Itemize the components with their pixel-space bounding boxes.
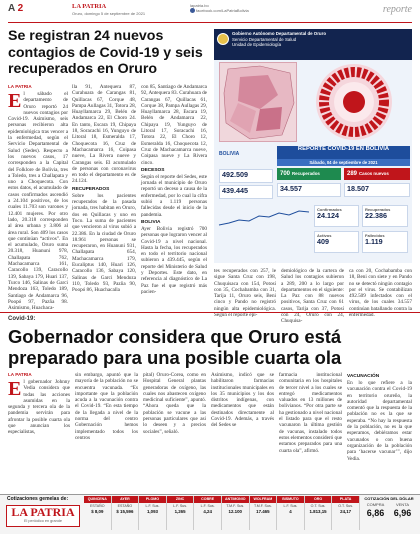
map-shape — [220, 63, 298, 143]
drop-cap: E — [8, 90, 22, 112]
article-column-2: lla 91, Antequera 87, Curahuara de Carangas 81, Quillacas 67, Corque 48, Pampa Aullagas 31, Totora 28, Huayllamarca 29, Belén de Andamarca 22, El Choro 24. En tanto, Escara 19, Chipaya 18, Soracachi 16, Yunguyo de Litoral 18, Esmeralda 17, Choquecota 16, Cruz de Machacamarca 16, Coipasa nueve, La Rivera nueve y Carangas seis. El acumulado de personas con coronavirus en todo el departamento es de 24.124. RECUPERADOS Sobre los pacientes recuperados de la pasada jornada, tres habitan en Oruro, dos en Quillacas y uno en Toco. La suma de pacientes que vencieron al virus subió a 22.386. En la ciudad de Oruro 18.961 personas se recuperaron, en Huanuni 931, Challapata 654, Machacamarca 179, Eucaliptus 140, Huari 126, Caracollo 136, Sabaya 120, Salinas de Garci Mendoza 110, Toledo 93, Pazña 90, Poopó 86, Huachacalla — [72, 84, 136, 294]
infographic-header: Gobierno Autónomo Departamental de Oruro Servicio Departamental de Salud Unidad de Epidemiología — [214, 29, 412, 60]
article2-headline: Gobernador considera que Oruro está preparado para una posible cuarta ola — [8, 326, 342, 368]
quote-cell: ORO O.T. Sus. 1.813,15 — [305, 496, 333, 530]
web-link[interactable]: lapatria.bo — [190, 3, 209, 8]
article-headline: Se registran 24 nuevos contagios de Covid-19 y seis recuperados en Oruro — [8, 28, 203, 77]
subhead-recovered: RECUPERADOS — [72, 186, 110, 192]
article2-drop-cap: E — [8, 378, 22, 400]
bolivia-label: BOLIVIA — [219, 151, 240, 157]
municipality-wheel-chart — [300, 61, 408, 143]
social-links — [190, 3, 249, 13]
stat-active: Activos 409 — [314, 231, 359, 253]
quote-cell: AYER ESTAÑO $ 15,596 — [112, 496, 140, 530]
page-number: A 2 — [8, 3, 24, 14]
stat-deaths: Fallecidos 1.119 — [362, 231, 408, 253]
metal-quotes — [84, 496, 360, 530]
quote-cell: QUINCENA ESTAÑO $ 8,09 — [84, 496, 112, 530]
confirmed-box: 492.509 — [219, 169, 273, 183]
article2-column-4: Asimismo, indicó que se habilitaron farmacias institucionales municipales en los 35 municipios y los dos distritos indígenas, con medicamentos que están destinados directamente al Covid-19. Además, a través del Sedes se — [211, 372, 274, 429]
quote-cell: COBRE L.F. Sus. 4,24 — [194, 496, 222, 530]
byline: LA PATRIA — [8, 84, 32, 89]
subhead-deaths: DECESOS — [141, 167, 165, 173]
dollar-quote: COTIZACIÓN DEL DÓLAR COMPRA VENTA 6,86 6,96 — [362, 496, 416, 530]
article2-column-2: sin embargo, apuntó que la mayoría de la población no se encuentra vacunada. “Es importante que la población acuda a la vacunación contra el Covid-19. “En esta tiempo de la llegada a nivel de la norma del centro Gobernación hemos implementado todos los centros — [75, 372, 138, 441]
article-column-3: con 85, Santiago de Andamarca 92, Antequera 83. Curahuara de Carangas 67, Quillacas 61, Corque 38, Pampa Aullagas 29, Huayllamarca 28, Escara 19, Belén de Andamarca 22, Chipaya 19, Yunguyo de Litoral 17, Soracachi 16, Totora 22, El Choro 12, Esmeralda 16, Choquecota 12, Cruz de Machacamarca nueve, Coipasa nueve y La Rivera cinco. DECESOS Según el reporte del Sedes, este jornada el municipio de Oruro reportó un deceso a causa de la enfermedad, por lo cual la cifra subió a 1.119 personas fallecidas desde el inicio de la pandemia. BOLIVIA Ayer Bolivia registró 700 personas que lograron vencer al Covid-19 a nivel nacional. Hasta la fecha, los recuperados en todo el territorio nacional subieron a 439.445, según el reporte del Ministerio de Salud y Deportes. Este dato, en referencia al diagnóstico de La Paz fue el que registró más pacien- — [141, 84, 207, 295]
header-rule — [8, 22, 412, 23]
recovered-badge: 700 Recuperados — [277, 168, 341, 180]
subhead-bolivia: BOLIVIA — [141, 219, 161, 225]
quote-cell: PLOMO L.F. Sus. 1,093 — [139, 496, 167, 530]
date-line: Oruro, domingo 5 de septiembre de 2021 — [72, 11, 146, 16]
new-cases-badge: 289 Casos nuevos — [344, 168, 410, 180]
brand-name: LA PATRIA — [72, 3, 107, 10]
article2-column-1: LA PATRIA E l gobernador Johnny Vedia considera que todas las acciones asumidas en la segunda y tercera ola de la pandemia servirán para afrontar la posible cuarta ola que anuncian los especialistas, — [8, 372, 70, 436]
stat-confirmed: Confirmados 24.124 — [314, 205, 359, 227]
article2-column-6: VACUNACIÓN En lo que refiere a la vacunación contra el Covid-19 en territorio orureño, la autoridad departamental comentó que la respuesta de la población no es la que se esperaba. “No hay la respuesta de la población, no es la que esperamos, debiéramos estar vacunados o con buena organización de la población para ‘hacerse vacunar’”, dijo Vedia. — [347, 374, 412, 462]
active-box: 34.557 — [277, 183, 341, 197]
government-seal-icon — [217, 33, 229, 45]
article2-byline: LA PATRIA — [8, 372, 32, 377]
usd-buy-value: 6,86 — [366, 508, 385, 518]
deaths-box: 18.507 — [344, 183, 410, 197]
stat-recovered: Recuperados 22.386 — [362, 205, 408, 227]
article-column-1: LA PATRIA E l sábado el departamento de Oruro reportó 24 nuevos contagios por Covid-19. Asimismo, seis personas recibieron alta epidemiológica tras vencer a la enfermedad, según el Servicio Departamental de Salud (Sedes). Respecto a los nuevos casos, 17 corresponden a la Capital del Folklore de Bolivia, tres a Toledo, tres a Challapata y uno a Choquecota. Con estos datos, el acumulado de casos confirmados ascendió a 24.104 positivos, de los cuales 11.703 son varones y 12.401 mujeres. Por otro lado, 20.318 corresponden al área urbana y 3.806 al área rural. Son 409 los casos que continúan “activos”. En el acumulado, Oruro suma 20.318, Huanuni 978, Challapata 762, Machacamarca 161, Caracollo 139, Caracollo 139, Sabaya 179, Huari 137, Turco 146, Salinas de Garci Mendoza 163, Toledo 189, Santiago de Andamarca 96, Poopó 97, Pazña 98. Asimismo, Huachaca- — [8, 84, 68, 312]
report-title: REPORTE COVID-19 EN BOLIVIA — [277, 146, 410, 159]
quote-cell: WOLFRAM T.M.F. Sus. 17.465 — [250, 496, 278, 530]
article-column-6: ca con 20, Cochabamba con 18, Beni con siete y en Pando no se detectó ningún contagio por el virus. Se contabilizan 492.509 infectados con el virus, de los cuales 34.557 continúan batallando contra la enfermedad. — [349, 268, 412, 319]
article2-column-3: pital) Oruro-Corea, como en Hospital General plantas generadoras de oxígeno, las cuales nos abastecen oxígeno medicinal suficiente”, apuntó. “Ahora queda que la población se vacune a las personas particulares que asi lo deseen y a precios sociales”, señaló. — [143, 372, 206, 435]
quote-cell: BISMUTO L.F. Sus. 4 — [277, 496, 305, 530]
usd-sell-value: 6,96 — [393, 508, 412, 518]
facebook-link[interactable]: facebook.com/LaPatriaBolivia — [190, 8, 249, 13]
page-header — [0, 0, 420, 22]
section-divider — [0, 312, 420, 313]
oruro-map — [219, 62, 297, 142]
quote-cell: ZINC L.F. Sus. 1,265 — [167, 496, 195, 530]
article-column-4: tes recuperados con 257, le sigue Santa Cruz con 198, Chuquisaca con 154, Potosí con 35, Cochabamba con 31, Tarija 11, Oruro seis, Beni cinco y Pando no registró ningún alta epidemiológica. Según el reporte epi- — [214, 268, 276, 319]
quotes-title: Cotizaciones gemelas de: — [7, 496, 69, 502]
article2-column-5: farmacia institucional comunitaria en los hospitales de tercer nivel a los cuales se entregó medicamentos valuados en 13 millones de bolivianos. “Por otra parte se ha gestionado a nivel nacional el listado para que el resto vacunaron la última gestión de vacunas, instalado todos estos elementos consideró que estamos preparados para una cuarta ola”, afirmó. — [279, 372, 342, 454]
recovered-box: 439.445 — [219, 185, 273, 199]
subhead-vaccination: VACUNACIÓN — [347, 374, 380, 379]
article2-kicker: Covid-19: — [8, 316, 36, 322]
article-column-5: demiológico de la cartera de Salud los contagios subieron a 289, 200 a lo largo por departamentos en el siguiente: La Paz con 88 nuevos positivos, Santa Cruz con 61 casos, Tarija con 37, Potosí con 24, Oruro con 24, Chuquisa- — [281, 268, 344, 325]
section-label: reporte — [382, 4, 412, 15]
facebook-icon — [190, 8, 195, 13]
quote-cell: PLATA O.T. Sus. 24,17 — [332, 496, 360, 530]
quote-cell: ANTIMONIO T.M.F. Sus. 12.100 — [222, 496, 250, 530]
covid-infographic — [214, 29, 412, 263]
paper-logo: LA PATRIA El periódico en grande — [6, 505, 80, 527]
trend-chart — [219, 205, 309, 229]
report-date: Sábado, 04 de septiembre de 2021 — [277, 159, 410, 166]
